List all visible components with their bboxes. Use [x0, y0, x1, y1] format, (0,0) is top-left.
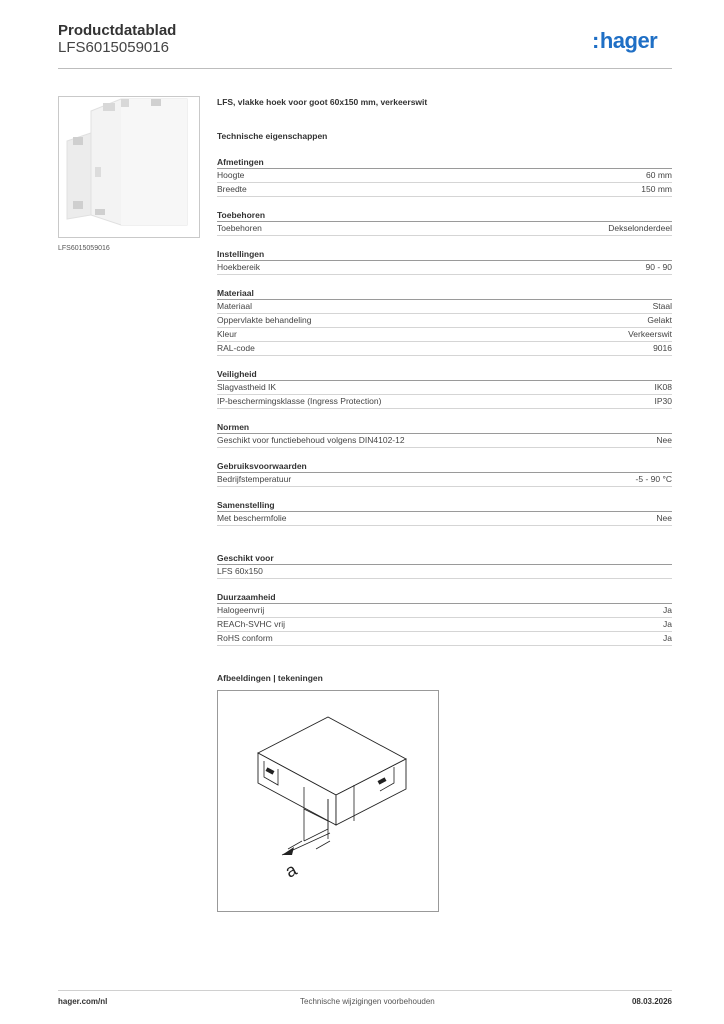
spec-value: -5 - 90 °C: [635, 474, 672, 484]
section-materiaal-title: Materiaal: [217, 288, 672, 300]
spec-value: Nee: [656, 513, 672, 523]
spec-row: [217, 395, 672, 409]
spec-row: [217, 261, 672, 275]
spec-label: Kleur: [217, 329, 237, 339]
footer-date: 08.03.2026: [631, 997, 672, 1006]
spec-value: 9016: [653, 343, 672, 353]
product-code: LFS6015059016: [58, 39, 169, 56]
spec-label: IP-beschermingsklasse (Ingress Protection): [217, 396, 382, 406]
spec-row: [217, 473, 672, 487]
spec-row: [217, 381, 672, 395]
hager-logo[interactable]: [592, 28, 657, 54]
spec-value: 150 mm: [641, 184, 672, 194]
section-afmetingen-title: Afmetingen: [217, 157, 672, 169]
spec-value: 90 - 90: [645, 262, 672, 272]
spec-row: [217, 300, 672, 314]
spec-value: Nee: [656, 435, 672, 445]
header-divider: [58, 68, 672, 69]
spec-row: [217, 434, 672, 448]
spec-row: [217, 565, 672, 579]
spec-label: Slagvastheid IK: [217, 382, 277, 392]
spec-value: Ja: [663, 633, 672, 643]
section-gebruik-title: Gebruiksvoorwaarden: [217, 461, 672, 473]
technical-drawing: [217, 690, 439, 912]
spec-row: [217, 222, 672, 236]
spec-label: RoHS conform: [217, 633, 273, 643]
spec-label: Materiaal: [217, 301, 252, 311]
product-photo-icon: [59, 97, 199, 237]
spec-row: [217, 512, 672, 526]
spec-value: Ja: [663, 619, 672, 629]
spec-row: [217, 604, 672, 618]
section-samenstelling-title: Samenstelling: [217, 500, 672, 512]
logo-dots-icon: :: [592, 28, 599, 53]
logo-text: hager: [599, 28, 658, 53]
spec-label: Bedrijfstemperatuur: [217, 474, 292, 484]
spec-label: REACh-SVHC vrij: [217, 619, 286, 629]
spec-value: IP30: [654, 396, 672, 406]
spec-label: Met beschermfolie: [217, 513, 287, 523]
spec-label: Oppervlakte behandeling: [217, 315, 312, 325]
spec-value: Dekselonderdeel: [608, 223, 672, 233]
spec-row: [217, 169, 672, 183]
tech-properties-title: Technische eigenschappen: [217, 131, 328, 141]
footer-website-link[interactable]: hager.com/nl: [58, 997, 108, 1006]
spec-row: [217, 342, 672, 356]
spec-label: Breedte: [217, 184, 247, 194]
section-afbeeldingen-title: Afbeeldingen | tekeningen: [217, 673, 323, 683]
spec-value: Staal: [652, 301, 672, 311]
spec-label: Hoekbereik: [217, 262, 260, 272]
spec-row: [217, 183, 672, 197]
spec-value: Ja: [663, 605, 672, 615]
spec-label: Halogeenvrij: [217, 605, 265, 615]
section-normen-title: Normen: [217, 422, 672, 434]
spec-label: Toebehoren: [217, 223, 262, 233]
section-geschikt-title: Geschikt voor: [217, 553, 672, 565]
spec-value: IK08: [654, 382, 672, 392]
spec-row: [217, 314, 672, 328]
product-description: LFS, vlakke hoek voor goot 60x150 mm, verkeerswit: [217, 97, 428, 107]
spec-row: [217, 618, 672, 632]
spec-value: Verkeerswit: [628, 329, 672, 339]
spec-label: RAL-code: [217, 343, 255, 353]
page-title: Productdatablad: [58, 22, 177, 39]
product-image-caption: LFS6015059016: [58, 245, 110, 252]
spec-label: Hoogte: [217, 170, 245, 180]
spec-label: Geschikt voor functiebehoud volgens DIN4102-12: [217, 435, 405, 445]
section-veiligheid-title: Veiligheid: [217, 369, 672, 381]
section-duurzaamheid-title: Duurzaamheid: [217, 592, 672, 604]
spec-row: [217, 632, 672, 646]
product-image: [58, 96, 200, 238]
corner-drawing-icon: [218, 691, 438, 911]
section-toebehoren-title: Toebehoren: [217, 210, 672, 222]
spec-value: Gelakt: [647, 315, 672, 325]
spec-column: [217, 97, 672, 684]
dimension-label: a: [281, 859, 301, 882]
footer-note: Technische wijzigingen voorbehouden: [300, 997, 435, 1006]
spec-value: 60 mm: [646, 170, 672, 180]
section-instellingen-title: Instellingen: [217, 249, 672, 261]
spec-label: LFS 60x150: [217, 566, 263, 576]
footer-divider: [58, 990, 672, 991]
spec-row: [217, 328, 672, 342]
